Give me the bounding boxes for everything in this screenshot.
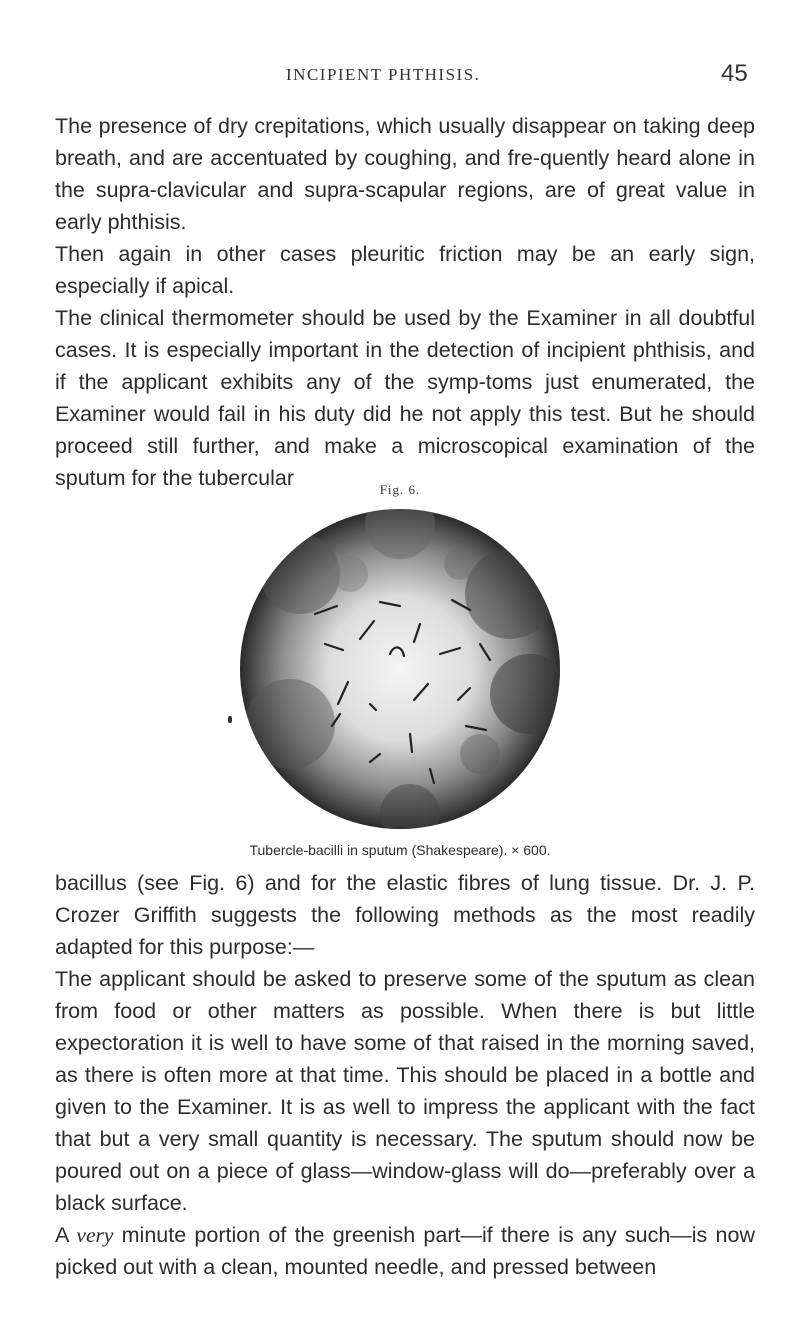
paragraph: The presence of dry crepitations, which usually disappear on taking deep breath, and are accentuated by coughing, and fre-quently heard alone in the supra-clavicular and supra-scapular regions, are of great value in early phthisis. bbox=[55, 114, 755, 234]
body-text-bottom bbox=[55, 867, 755, 1283]
page-number: 45 bbox=[721, 60, 748, 87]
microscope-field-illustration bbox=[230, 504, 570, 834]
paragraph: bacillus (see Fig. 6) and for the elastic fibres of lung tissue. Dr. J. P. Crozer Griffith suggests the following methods as the most readily adapted for this purpose:— bbox=[55, 871, 755, 959]
figure-caption: Tubercle-bacilli in sputum (Shakespeare). × 600. bbox=[249, 842, 551, 858]
paragraph-rest: minute portion of the greenish part—if there is any such—is now picked out with a clean, mounted needle, and pressed between bbox=[55, 1223, 755, 1279]
figure-6 bbox=[0, 482, 800, 862]
paragraph: Then again in other cases pleuritic friction may be an early sign, especially if apical. bbox=[55, 242, 755, 298]
paragraph: The applicant should be asked to preserve some of the sputum as clean from food or other matters as possible. When there is but little expectoration it is well to have some of that raised in the morning saved, as there is often more at that time. This should be placed in a bottle and given to the Examiner. It is as well to impress the applicant with the fact that but a very small quantity is necessary. The sputum should now be poured out on a piece of glass—window-glass will do—preferably over a black surface. bbox=[55, 967, 755, 1215]
body-text-top bbox=[55, 110, 755, 494]
paragraph-prefix: A bbox=[55, 1223, 77, 1247]
emphasis-word: very bbox=[76, 1223, 114, 1247]
paragraph: The clinical thermometer should be used by the Examiner in all doubtful cases. It is especially important in the detection of incipient phthisis, and if the applicant exhibits any of the symp-toms just enumerated, the Examiner would fail in his duty did he not apply this test. But he should proceed still further, and make a microscopical examination of the sputum for the tubercular bbox=[55, 306, 755, 490]
paragraph bbox=[55, 1219, 755, 1283]
page-header bbox=[0, 62, 800, 92]
running-title: INCIPIENT PHTHISIS. bbox=[286, 65, 481, 84]
figure-label: Fig. 6. bbox=[379, 482, 421, 497]
margin-mark bbox=[228, 716, 232, 723]
